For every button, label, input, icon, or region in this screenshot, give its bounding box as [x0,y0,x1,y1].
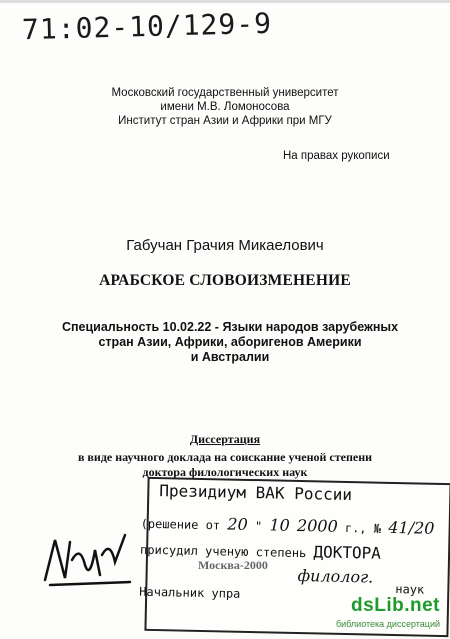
dissertation-line-2: доктора филологических наук [142,465,308,479]
stamp-degree: ДОКТОРА [313,542,382,563]
stamp-awarded-line [140,539,381,563]
stamp-title: Президиум ВАК России [159,481,353,505]
dslib-subtitle: библиотека диссертаций [335,619,440,629]
stamp-field-suffix: наук [395,582,425,597]
stamp-number-prefix: г., № [344,520,382,536]
institution-line-3: Институт стран Азии и Африки при МГУ [118,115,332,127]
author-name: Габучан Грачия Микаелович [126,237,324,254]
stamp-number: 41/20 [388,517,435,538]
institution-line-2: имени М.В. Ломоносова [160,101,290,113]
stamp-chief-line: Начальник упра [139,584,241,601]
stamp-field-line [297,566,373,587]
stamp-field: филолог. [297,565,374,587]
signature-mark [40,520,140,590]
manuscript-rights-note: На правах рукописи [283,150,390,162]
stamp-day: 20 [227,514,248,534]
dissertation-line-1: в виде научного доклада на соискание ученой степени [77,450,373,464]
specialty-block [40,320,420,365]
dissertation-title: АРАБСКОЕ СЛОВОИЗМЕНЕНИЕ [99,272,351,289]
dslib-logo-tld: .net [404,595,440,616]
handwritten-archive-code: 71:02-10/129-9 [21,6,273,47]
specialty-line-3: и Австралии [190,350,270,364]
dslib-logo [351,595,440,617]
dslib-watermark [334,595,444,635]
dissertation-heading: Диссертация [189,432,261,446]
scan-edge [0,0,450,3]
stamp-month: 10 [269,515,291,535]
specialty-line-2: стран Азии, Африки, аборигенов Америки [98,335,362,349]
stamp-decision-prefix: (решение от [140,516,221,533]
stamp-awarded-prefix: присудил ученую степень [139,542,307,561]
specialty-line-1: Специальность 10.02.22 - Языки народов зарубежных [61,320,399,334]
institution-line-1: Московский государственный университет [111,87,339,99]
dslib-logo-name: dsLib [351,595,405,616]
city-year: Москва-2000 [198,558,268,572]
stamp-year: 2000 [296,515,338,536]
stamp-decision-line: (решение от 20 " 10 2000 г., № 41/20 [140,514,435,538]
